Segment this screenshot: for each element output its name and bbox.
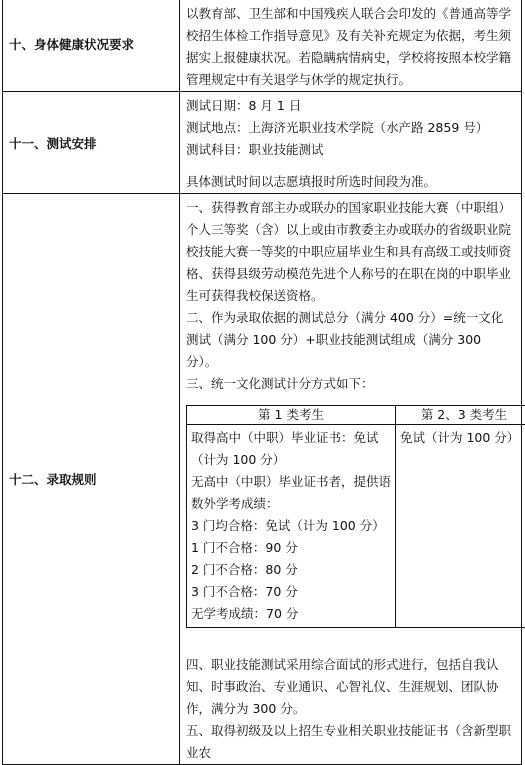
culture-test-score-table — [186, 405, 525, 628]
test-location: 测试地点：上海济光职业技术学院（水产路 2859 号） — [186, 117, 515, 139]
rule-5: 五、取得初级及以上招生专业相关职业技能证书（含新型职业农 — [186, 720, 515, 764]
score-line: 3 门均合格：免试（计为 100 分） — [191, 515, 391, 537]
row-content — [180, 194, 522, 765]
rule-3: 三、统一文化测试计分方式如下： — [186, 373, 515, 395]
score-line: 取得高中（中职）毕业证书：免试（计为 100 分） — [191, 427, 391, 471]
rule-4: 四、职业技能测试采用综合面试的形式进行，包括自我认知、时事政治、专业通识、心智礼仪、生涯规划、团队协作，满分为 300 分。 — [186, 654, 515, 720]
score-line: 无学考成绩：70 分 — [191, 603, 391, 625]
health-requirements-text: 以教育部、卫生部和中国残疾人联合会印发的《普通高等学校招生体检工作指导意见》及有关补充规定为依据，考生须据实上报健康状况。若隐瞒病情病史，学校将按照本校学籍管理规定中有关退学与休学的规定执行。 — [186, 3, 515, 91]
category-1-rules — [187, 425, 396, 628]
row-admission-rules — [3, 194, 522, 765]
spacing — [186, 628, 515, 654]
admission-info-table — [2, 0, 522, 765]
rule-1: 一、获得教育部主办或联办的国家职业技能大赛（中职组）个人三等奖（含）以上或由市教委主办或联办的省级职业院校技能大赛一等奖的中职应届毕业生和具有高级工或技师资格、获得县级劳动模范先进个人称号的在职在岗的中职毕业生可获得我校保送资格。 — [186, 197, 515, 307]
row-label: 十二、录取规则 — [3, 194, 180, 765]
test-time-note: 具体测试时间以志愿填报时所选时间段为准。 — [186, 171, 515, 193]
row-content — [180, 92, 522, 194]
row-test-schedule — [3, 92, 522, 194]
score-table-row — [187, 425, 525, 628]
spacing — [186, 395, 515, 403]
score-line: 无高中（中职）毕业证书者，提供语数外学考成绩： — [191, 471, 391, 515]
rule-2: 二、作为录取依据的测试总分（满分 400 分）=统一文化测试（满分 100 分）+职业技能测试组成（满分 300 分）。 — [186, 307, 515, 373]
row-label: 十一、测试安排 — [3, 92, 180, 194]
score-line: 3 门不合格：70 分 — [191, 581, 391, 603]
header-category-1: 第 1 类考生 — [187, 406, 396, 425]
score-line: 2 门不合格：80 分 — [191, 559, 391, 581]
score-table-header — [187, 406, 525, 425]
header-category-2-3: 第 2、3 类考生 — [396, 406, 525, 425]
row-label: 十、身体健康状况要求 — [3, 0, 180, 92]
spacing — [186, 161, 515, 171]
score-line: 1 门不合格：90 分 — [191, 537, 391, 559]
test-date: 测试日期：8 月 1 日 — [186, 95, 515, 117]
row-health-requirements — [3, 0, 522, 92]
row-content — [180, 0, 522, 92]
category-2-3-rules: 免试（计为 100 分） — [396, 425, 525, 628]
test-subject: 测试科目：职业技能测试 — [186, 139, 515, 161]
